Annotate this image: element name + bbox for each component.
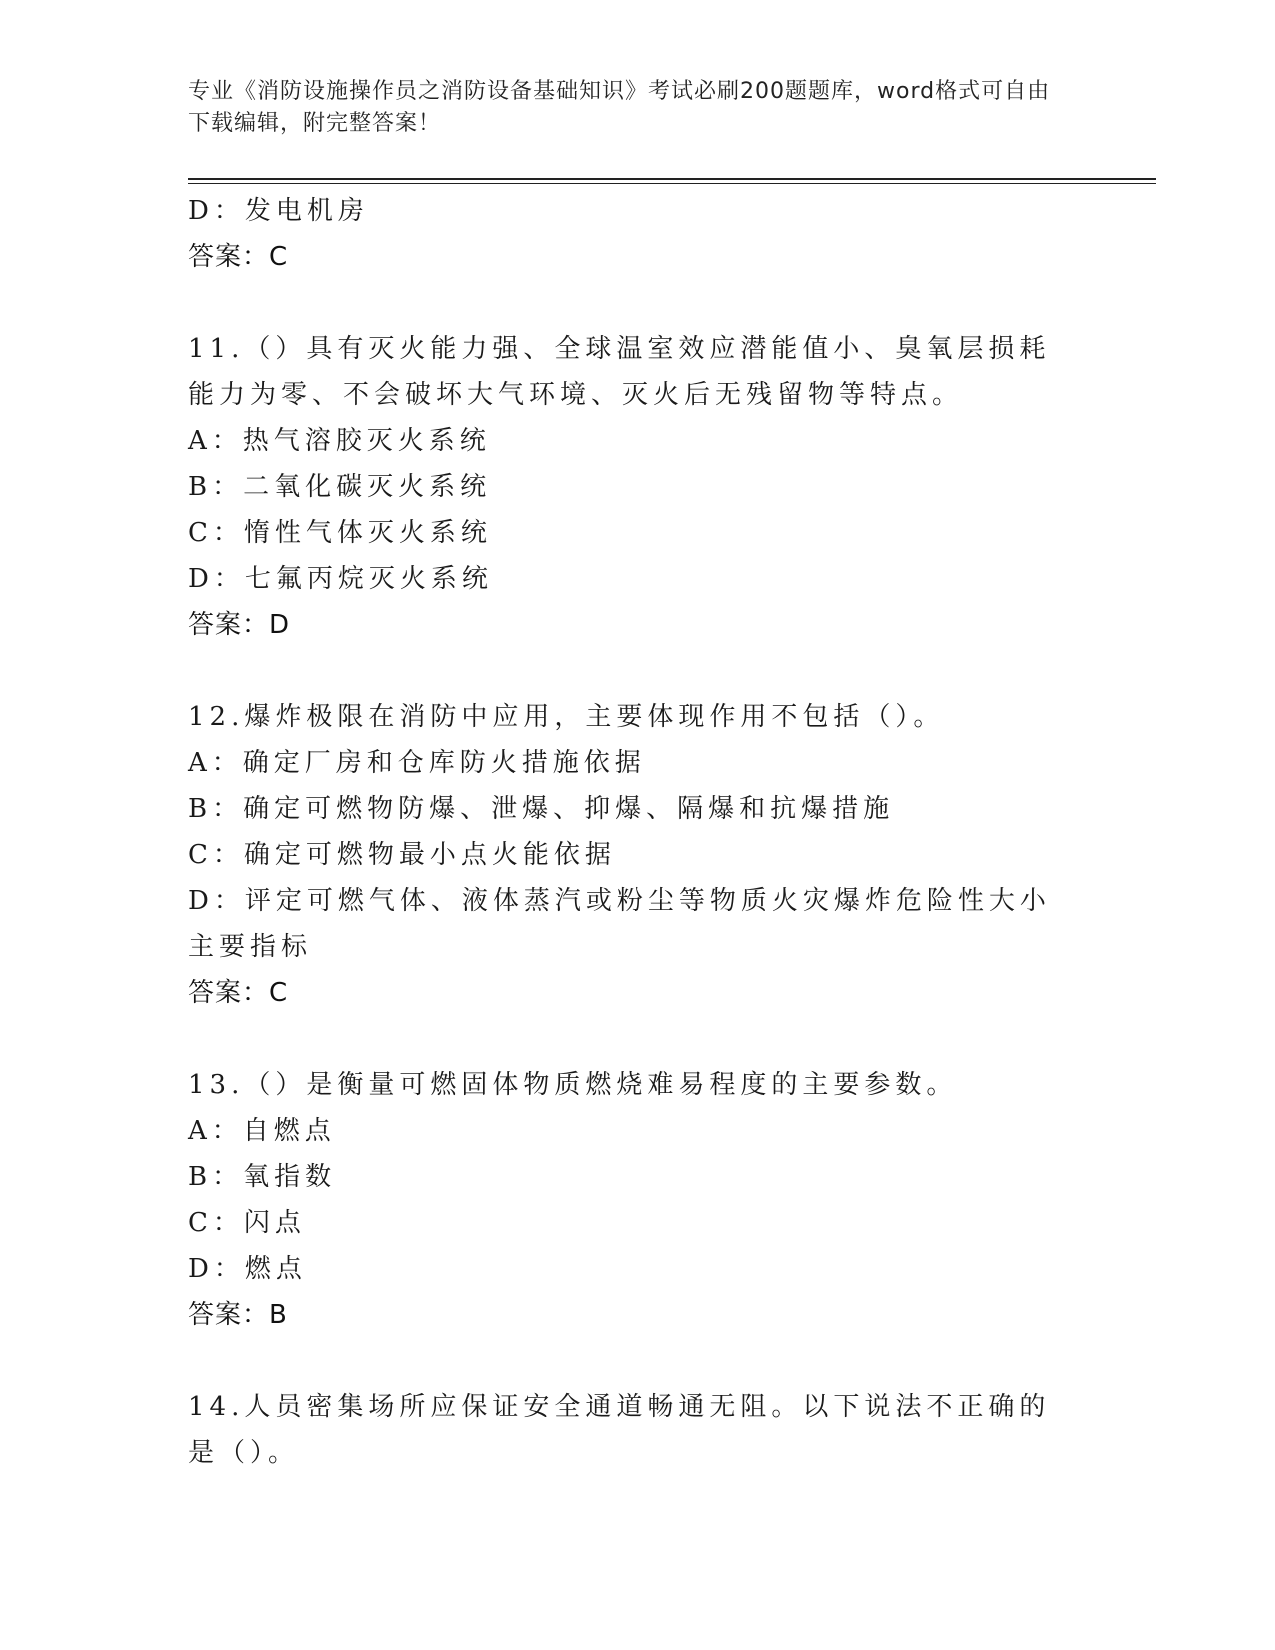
option-c: C：闪点 (188, 1208, 306, 1238)
option-a: A：自燃点 (188, 1116, 336, 1146)
option-a: A：热气溶胶灭火系统 (188, 426, 491, 456)
option-b: B：确定可燃物防爆、泄爆、抑爆、隔爆和抗爆措施 (188, 794, 895, 824)
answer: 答案：B (188, 1300, 288, 1330)
answer: 答案：C (188, 978, 289, 1008)
prev-answer: 答案：C (188, 242, 289, 272)
option-d: D：燃点 (188, 1254, 307, 1284)
question-12 (188, 694, 1068, 1016)
option-b: B：二氧化碳灭火系统 (188, 472, 492, 502)
question-stem: 13.（）是衡量可燃固体物质燃烧难易程度的主要参数。 (188, 1070, 958, 1100)
option-c: C：确定可燃物最小点火能依据 (188, 840, 616, 870)
question-14 (188, 1384, 1068, 1476)
option-b: B：氧指数 (188, 1162, 337, 1192)
question-content (188, 188, 1068, 1476)
option-d: D：七氟丙烷灭火系统 (188, 564, 493, 594)
option-a: A：确定厂房和仓库防火措施依据 (188, 748, 646, 778)
question-13 (188, 1062, 1068, 1338)
question-11 (188, 326, 1068, 648)
answer: 答案：D (188, 610, 291, 640)
document-header: 专业《消防设施操作员之消防设备基础知识》考试必刷200题题库，word格式可自由下载编辑，附完整答案！ (188, 79, 1051, 136)
header-rule-thick (188, 178, 1156, 180)
option-d: D：评定可燃气体、液体蒸汽或粉尘等物质火灾爆炸危险性大小主要指标 (188, 886, 1051, 962)
question-stem: 11.（）具有灭火能力强、全球温室效应潜能值小、臭氧层损耗能力为零、不会破坏大气环境、灭火后无残留物等特点。 (188, 334, 1051, 410)
question-stem: 14.人员密集场所应保证安全通道畅通无阻。以下说法不正确的是（）。 (188, 1392, 1051, 1468)
question-stem: 12.爆炸极限在消防中应用，主要体现作用不包括（）。 (188, 702, 945, 732)
option-c: C：惰性气体灭火系统 (188, 518, 492, 548)
header-rule-thin (188, 183, 1156, 184)
prev-option-d: D：发电机房 (188, 196, 369, 226)
